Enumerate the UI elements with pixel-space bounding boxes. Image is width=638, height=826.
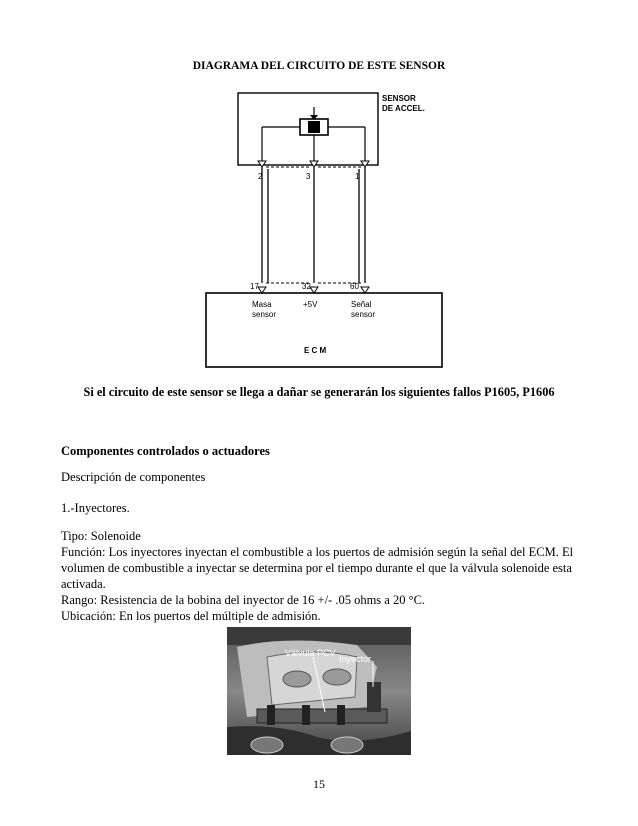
sensor-pin-2-label: 2 bbox=[258, 172, 263, 181]
ecm-pin-label-masa: Masa bbox=[252, 300, 272, 309]
photo-label-inyector: Inyector bbox=[339, 654, 372, 664]
page-number: 15 bbox=[313, 777, 325, 791]
tipo-line: Tipo: Solenoide bbox=[61, 529, 141, 543]
sensor-label-line2: DE ACCEL. bbox=[382, 104, 425, 113]
ecm-pin-17-label: 17 bbox=[250, 282, 259, 291]
ecm-pin-label-5v: +5V bbox=[303, 300, 318, 309]
ecm-pin-32-label: 32 bbox=[302, 282, 311, 291]
ecm-pin-label-senal-sensor: sensor bbox=[351, 310, 376, 319]
sensor-pin-1-label: 1 bbox=[355, 172, 360, 181]
engine-photo bbox=[227, 627, 411, 755]
ecm-pin-label-senal: Señal bbox=[351, 300, 372, 309]
ecm-pin-60-label: 60 bbox=[350, 282, 359, 291]
section-heading: Componentes controlados o actuadores bbox=[61, 444, 270, 458]
sensor-label-line1: SENSOR bbox=[382, 94, 416, 103]
fault-codes-line: Si el circuito de este sensor se llega a dañar se generarán los siguientes fallos P1605, P1606 bbox=[83, 385, 555, 399]
page-title: DIAGRAMA DEL CIRCUITO DE ESTE SENSOR bbox=[192, 60, 446, 72]
circuit-diagram bbox=[200, 85, 460, 370]
ubicacion-line: Ubicación: En los puertos del múltiple de admisión. bbox=[61, 609, 321, 623]
funcion-paragraph: Función: Los inyectores inyectan el combustible a los puertos de admisión según la señal del ECM. El volumen de combustible a inyectar se determina por el tiempo durante el que la válvula solenoide esta activada. bbox=[61, 545, 574, 591]
component-title: 1.-Inyectores. bbox=[61, 501, 130, 515]
ecm-pin-label-masa-sensor: sensor bbox=[252, 310, 277, 319]
photo-label-pcv: Válvula PCV bbox=[285, 648, 336, 658]
rango-line: Rango: Resistencia de la bobina del inyector de 16 +/- .05 ohms a 20 °C. bbox=[61, 593, 426, 607]
description-heading: Descripción de componentes bbox=[61, 470, 206, 484]
ecm-label: E C M bbox=[304, 346, 327, 355]
ecm-box bbox=[206, 293, 442, 367]
sensor-pin-3-label: 3 bbox=[306, 172, 311, 181]
